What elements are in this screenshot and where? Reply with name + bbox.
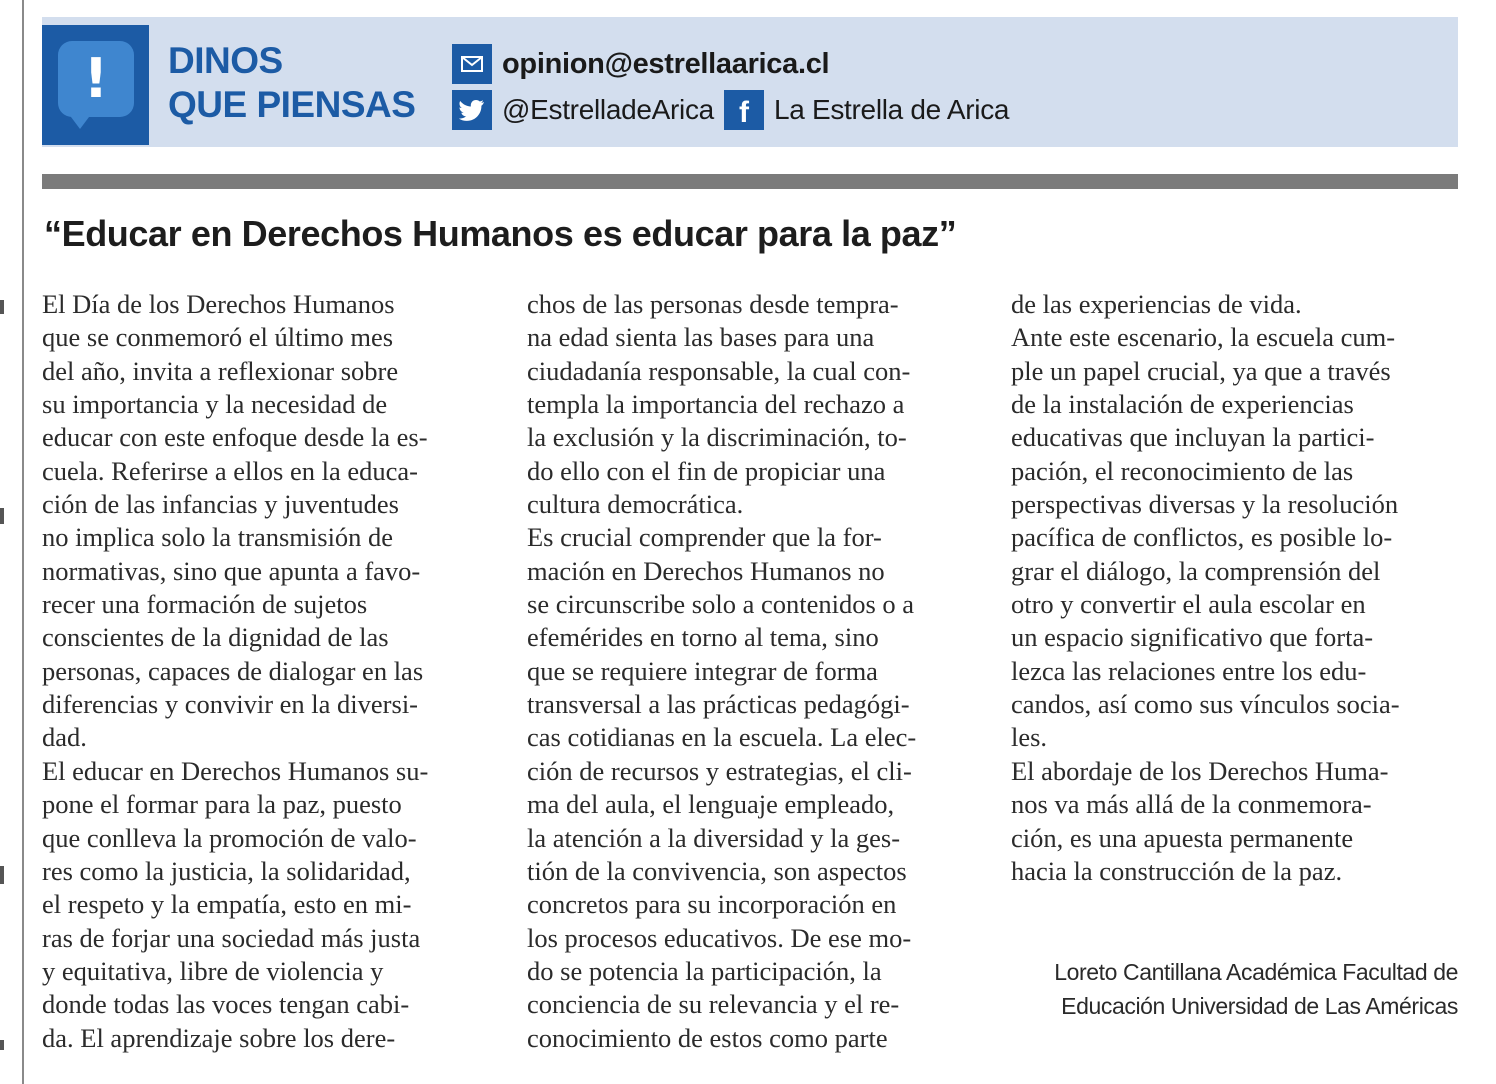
page-left-rule: [22, 0, 24, 1084]
article-line: ción de recursos y estrategias, el cli-: [527, 755, 912, 786]
envelope-icon: [452, 44, 492, 84]
article-line: les.: [1011, 722, 1048, 753]
email-link[interactable]: opinion@estrellaarica.cl: [502, 47, 830, 80]
article-line: su importancia y la necesidad de: [42, 389, 388, 420]
article-line: de las experiencias de vida.: [1011, 289, 1302, 319]
email-row: [452, 41, 1009, 87]
article-headline: “Educar en Derechos Humanos es educar para la paz”: [44, 213, 957, 254]
article-line: ción, es una apuesta permanente: [1011, 822, 1354, 853]
article-line: grar el diálogo, la comprensión del: [1011, 555, 1381, 586]
article-line: ma del aula, el lenguaje empleado,: [527, 789, 895, 820]
article-line: la exclusión y la discriminación, to-: [527, 422, 907, 453]
article-line: El abordaje de los Derechos Huma-: [1011, 755, 1389, 786]
facebook-page[interactable]: La Estrella de Arica: [773, 94, 1010, 125]
article-line: cas cotidianas en la escuela. La elec-: [527, 722, 917, 753]
article-line: diferencias y convivir en la diversi-: [42, 689, 419, 720]
article-line: ple un papel crucial, ya que a través: [1011, 355, 1391, 386]
article-column-3: [1011, 288, 1461, 888]
byline-line2: Educación Universidad de Las Américas: [1061, 993, 1458, 1019]
twitter-bird-icon: [452, 90, 492, 130]
article-line: no implica solo la transmisión de: [42, 522, 394, 553]
article-column-2: [527, 288, 977, 1055]
twitter-handle[interactable]: @EstrelladeArica: [502, 94, 714, 125]
article-line: normativas, sino que apunta a favo-: [42, 555, 421, 586]
article-byline: [1054, 955, 1458, 1023]
article-line: hacia la construcción de la paz.: [1011, 855, 1343, 886]
article-line: na edad sienta las bases para una: [527, 322, 875, 353]
article-line: de la instalación de experiencias: [1011, 389, 1354, 420]
article-line: lezca las relaciones entre los edu-: [1011, 655, 1367, 686]
social-row: [452, 87, 1009, 133]
article-line: efemérides en torno al tema, sino: [527, 622, 879, 653]
article-line: mación en Derechos Humanos no: [527, 555, 885, 586]
article-line: pacífica de conflictos, es posible lo-: [1011, 522, 1393, 553]
article-line: candos, así como sus vínculos socia-: [1011, 689, 1400, 720]
contact-info: [452, 41, 1009, 133]
exclamation-icon: !: [83, 47, 109, 110]
article-line: se circunscribe solo a contenidos o a: [527, 589, 915, 620]
article-line: do se potencia la participación, la: [527, 955, 882, 986]
byline-line1: Loreto Cantillana Académica Facultad de: [1054, 959, 1458, 985]
article-line: Ante este escenario, la escuela cum-: [1011, 322, 1396, 353]
article-line: un espacio significativo que forta-: [1011, 622, 1374, 653]
article-line: pone el formar para la paz, puesto: [42, 789, 402, 820]
article-line: transversal a las prácticas pedagógi-: [527, 689, 910, 720]
article-line: nos va más allá de la conmemora-: [1011, 789, 1372, 820]
article-line: da. El aprendizaje sobre los dere-: [42, 1022, 396, 1053]
article-line: y equitativa, libre de violencia y: [42, 955, 384, 986]
article-line: otro y convertir el aula escolar en: [1011, 589, 1366, 620]
article-line: del año, invita a reflexionar sobre: [42, 355, 399, 386]
article-line: templa la importancia del rechazo a: [527, 389, 905, 420]
article-line: cuela. Referirse a ellos en la educa-: [42, 455, 418, 486]
article-line: tión de la convivencia, son aspectos: [527, 855, 907, 886]
article-line: conscientes de la dignidad de las: [42, 622, 389, 653]
alert-icon-box: [42, 25, 149, 145]
section-title-line1: DINOS: [168, 40, 283, 81]
article-line: que conlleva la promoción de valo-: [42, 822, 417, 853]
article-line: personas, capaces de dialogar en las: [42, 655, 424, 686]
section-title: [168, 39, 415, 127]
article-line: educativas que incluyan la partici-: [1011, 422, 1375, 453]
article-line: educar con este enfoque desde la es-: [42, 422, 428, 453]
article-line: recer una formación de sujetos: [42, 589, 368, 620]
article-line: donde todas las voces tengan cabi-: [42, 989, 410, 1020]
article-line: El educar en Derechos Humanos su-: [42, 755, 429, 786]
divider-bar: [42, 174, 1458, 189]
article-line: perspectivas diversas y la resolución: [1011, 489, 1399, 520]
article-line: conocimiento de estos como parte: [527, 1022, 888, 1053]
article-line: Es crucial comprender que la for-: [527, 522, 882, 553]
facebook-icon: f: [724, 90, 764, 130]
article-line: cultura democrática.: [527, 489, 744, 520]
article-line: conciencia de su relevancia y el re-: [527, 989, 900, 1020]
article-line: do ello con el fin de propiciar una: [527, 455, 886, 486]
article-column-1: [42, 288, 492, 1055]
article-line: los procesos educativos. De ese mo-: [527, 922, 912, 953]
article-line: res como la justicia, la solidaridad,: [42, 855, 411, 886]
article-line: que se conmemoró el último mes: [42, 322, 394, 353]
article-line: ciudadanía responsable, la cual con-: [527, 355, 911, 386]
article-line: el respeto y la empatía, esto en mi-: [42, 889, 412, 920]
section-title-line2: QUE PIENSAS: [168, 84, 416, 125]
article-line: pación, el reconocimiento de las: [1011, 455, 1354, 486]
article-line: ras de forjar una sociedad más justa: [42, 922, 421, 953]
article-line: chos de las personas desde tempra-: [527, 289, 899, 319]
article-line: ción de las infancias y juventudes: [42, 489, 399, 520]
opinion-banner: [42, 17, 1458, 147]
article-line: que se requiere integrar de forma: [527, 655, 878, 686]
article-line: concretos para su incorporación en: [527, 889, 897, 920]
article-line: la atención a la diversidad y la ges-: [527, 822, 901, 853]
article-line: El Día de los Derechos Humanos: [42, 289, 395, 319]
article-line: dad.: [42, 722, 87, 753]
